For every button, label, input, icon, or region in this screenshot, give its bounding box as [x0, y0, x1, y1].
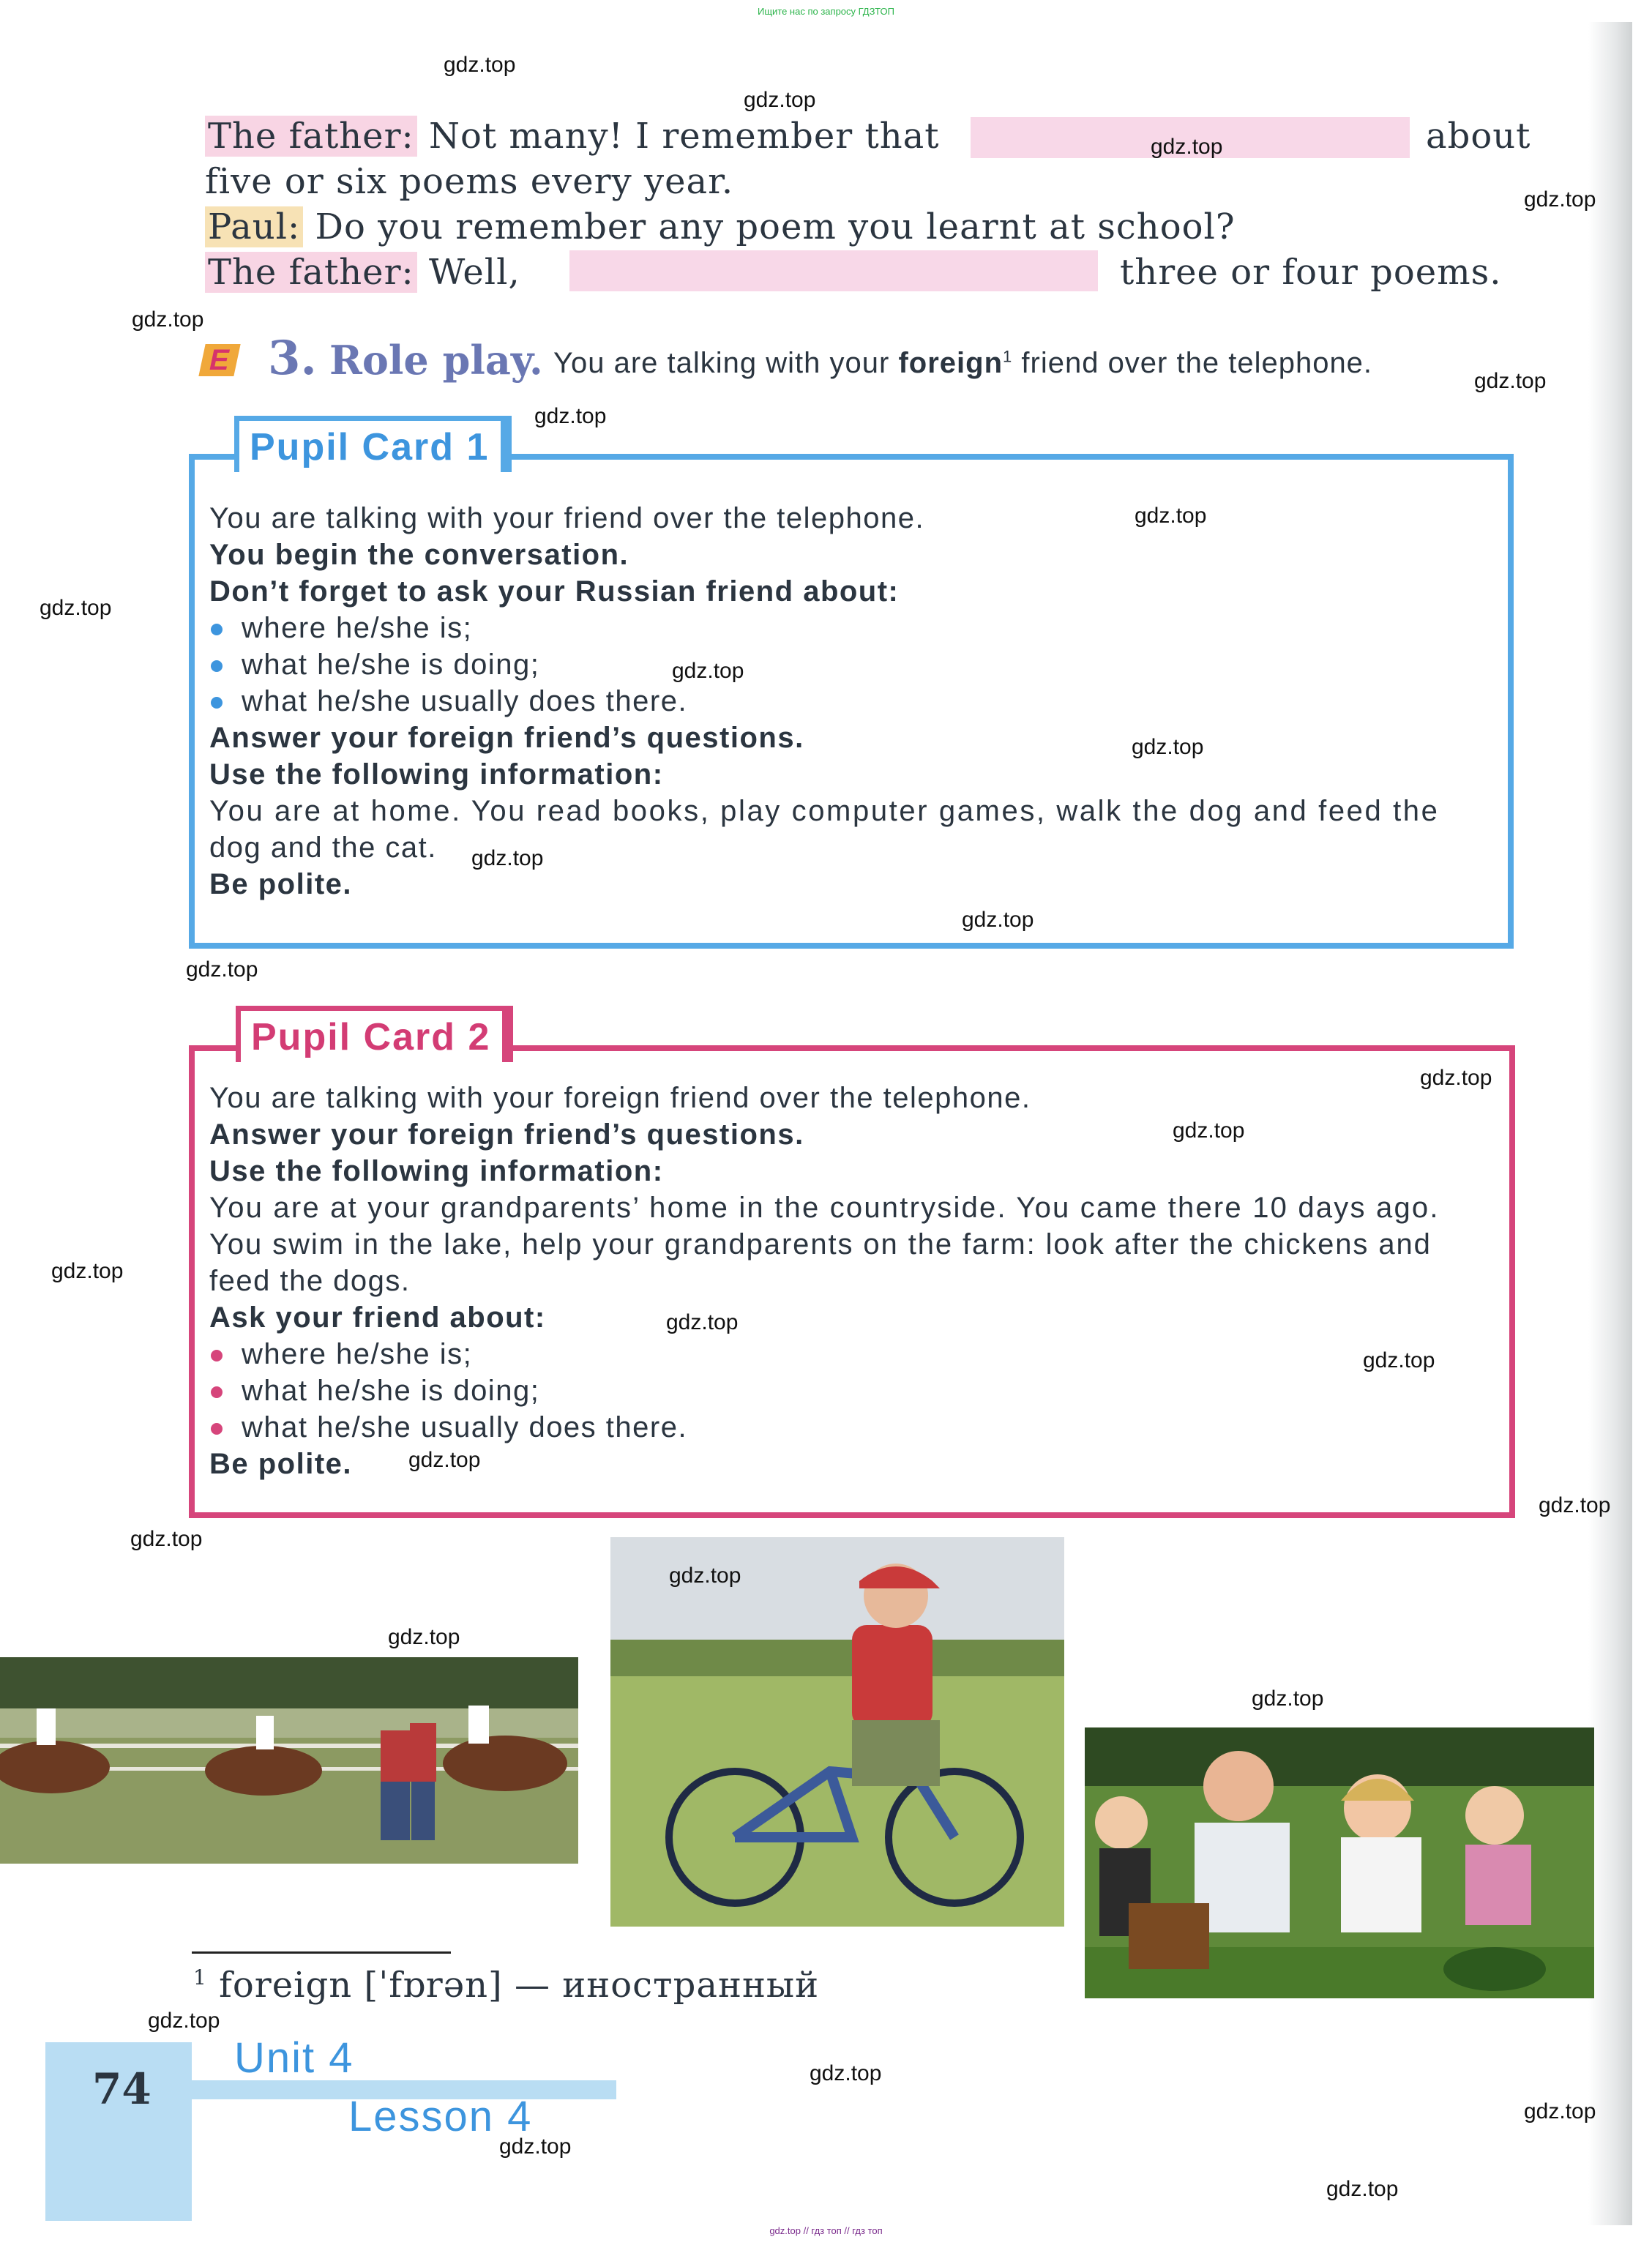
- card1-line: You are talking with your friend over the telephone.: [209, 502, 925, 534]
- dialog-text: Do you remember any poem you learnt at school?: [315, 206, 1236, 247]
- bullet-icon: [211, 660, 223, 672]
- dialog-line-3: [205, 206, 1236, 247]
- watermark: gdz.top: [1420, 1066, 1492, 1090]
- instruction-part: friend over the telephone.: [1021, 347, 1373, 379]
- footnote: [193, 1965, 819, 2006]
- card1-line: what he/she usually does there.: [242, 685, 688, 717]
- watermark: gdz.top: [1173, 1118, 1245, 1143]
- watermark: gdz.top: [186, 957, 258, 982]
- watermark: gdz.top: [1539, 1493, 1611, 1517]
- card2-line: You swim in the lake, help your grandparents on the farm: look after the chickens and: [209, 1228, 1432, 1260]
- footnote-text: foreign [ˈfɒrən] — иностранный: [219, 1965, 820, 2006]
- watermark: gdz.top: [1363, 1348, 1435, 1372]
- card1-line: You are at home. You read books, play computer games, walk the dog and feed the: [209, 795, 1440, 827]
- card2-line: Ask your friend about:: [209, 1301, 546, 1334]
- dialog-line-1: [205, 116, 940, 157]
- watermark: gdz.top: [672, 659, 744, 683]
- task-number: 3.: [268, 331, 317, 386]
- bullet-icon: [211, 697, 223, 709]
- watermark: gdz.top: [1252, 1686, 1324, 1711]
- task-title: Role play.: [329, 337, 543, 384]
- card1-line: Don’t forget to ask your Russian friend about:: [209, 575, 900, 608]
- watermark: gdz.top: [388, 1625, 460, 1649]
- card2-line: where he/she is;: [242, 1338, 473, 1370]
- watermark: gdz.top: [810, 2061, 882, 2085]
- photo-horse-riding: [0, 1657, 578, 1864]
- watermark: gdz.top: [444, 53, 516, 77]
- dialog-line-2: five or six poems every year.: [205, 161, 734, 202]
- speaker-father: The father:: [205, 116, 417, 157]
- watermark: gdz.top: [1132, 735, 1204, 759]
- watermark: gdz.top: [1524, 2099, 1596, 2123]
- bottom-note: gdz.top // гдз топ // гдз топ: [769, 2225, 883, 2236]
- card2-line: Be polite.: [209, 1448, 353, 1480]
- dialog-tail-1: about: [1426, 116, 1531, 157]
- dialog-text: Not many! I remember that: [428, 116, 940, 157]
- dialog-text: Well,: [428, 252, 520, 293]
- watermark: gdz.top: [1151, 135, 1223, 159]
- watermark: gdz.top: [40, 596, 112, 620]
- watermark: gdz.top: [1326, 2177, 1399, 2201]
- dialog-line-4: [205, 252, 520, 293]
- card1-line: what he/she is doing;: [242, 649, 540, 681]
- watermark: gdz.top: [666, 1310, 739, 1334]
- watermark: gdz.top: [1135, 504, 1207, 528]
- footnote-divider: [192, 1951, 451, 1954]
- card2-line: what he/she is doing;: [242, 1375, 540, 1407]
- photo-boy-bicycle: [610, 1537, 1064, 1927]
- speaker-paul: Paul:: [205, 206, 303, 247]
- watermark: gdz.top: [51, 1259, 124, 1283]
- card1-line: where he/she is;: [242, 612, 473, 644]
- bullet-icon: [211, 624, 223, 635]
- card2-line: You are at your grandparents’ home in the countryside. You came there 10 days ago.: [209, 1192, 1440, 1224]
- photo-family-picnic: [1085, 1727, 1594, 1998]
- page-number: 74: [92, 2064, 152, 2114]
- watermark: gdz.top: [669, 1564, 741, 1588]
- watermark: gdz.top: [1474, 369, 1547, 393]
- footnote-number: 1: [193, 1965, 207, 1990]
- bullet-icon: [211, 1386, 223, 1398]
- task-instruction: [553, 347, 1372, 380]
- instruction-part: You are talking with your: [553, 347, 890, 379]
- exercise-icon: E: [198, 344, 240, 376]
- top-note: Ищите нас по запросу ГДЗТОП: [757, 6, 894, 17]
- dialog-tail-4: three or four poems.: [1120, 252, 1502, 293]
- watermark: gdz.top: [471, 846, 544, 870]
- card1-line: dog and the cat.: [209, 832, 437, 864]
- footnote-ref: 1: [1003, 347, 1013, 366]
- watermark: gdz.top: [132, 307, 204, 332]
- unit-label: Unit 4: [234, 2034, 354, 2082]
- watermark: gdz.top: [1524, 187, 1596, 212]
- watermark: gdz.top: [148, 2009, 220, 2033]
- bullet-icon: [211, 1423, 223, 1435]
- watermark: gdz.top: [499, 2134, 572, 2159]
- watermark: gdz.top: [408, 1448, 481, 1472]
- watermark: gdz.top: [962, 908, 1034, 932]
- pupil-card-1-title: Pupil Card 1: [234, 416, 506, 472]
- lesson-label: Lesson 4: [348, 2093, 533, 2140]
- page-edge-shadow: [1588, 22, 1632, 2225]
- answer-blank-2: [569, 250, 1098, 291]
- card2-line: what he/she usually does there.: [242, 1411, 688, 1443]
- instruction-keyword: foreign: [898, 347, 1003, 379]
- card1-line: Answer your foreign friend’s questions.: [209, 722, 804, 754]
- card2-line: You are talking with your foreign friend over the telephone.: [209, 1082, 1031, 1114]
- card1-line: Use the following information:: [209, 758, 664, 791]
- pupil-card-2-title: Pupil Card 2: [236, 1006, 507, 1062]
- card2-line: feed the dogs.: [209, 1265, 411, 1297]
- bullet-icon: [211, 1350, 223, 1361]
- watermark: gdz.top: [744, 88, 816, 112]
- speaker-father: The father:: [205, 252, 417, 293]
- card2-line: Use the following information:: [209, 1155, 664, 1187]
- watermark: gdz.top: [130, 1527, 203, 1551]
- card1-line: You begin the conversation.: [209, 539, 629, 571]
- card1-line: Be polite.: [209, 868, 353, 900]
- card2-line: Answer your foreign friend’s questions.: [209, 1118, 804, 1151]
- watermark: gdz.top: [534, 404, 607, 428]
